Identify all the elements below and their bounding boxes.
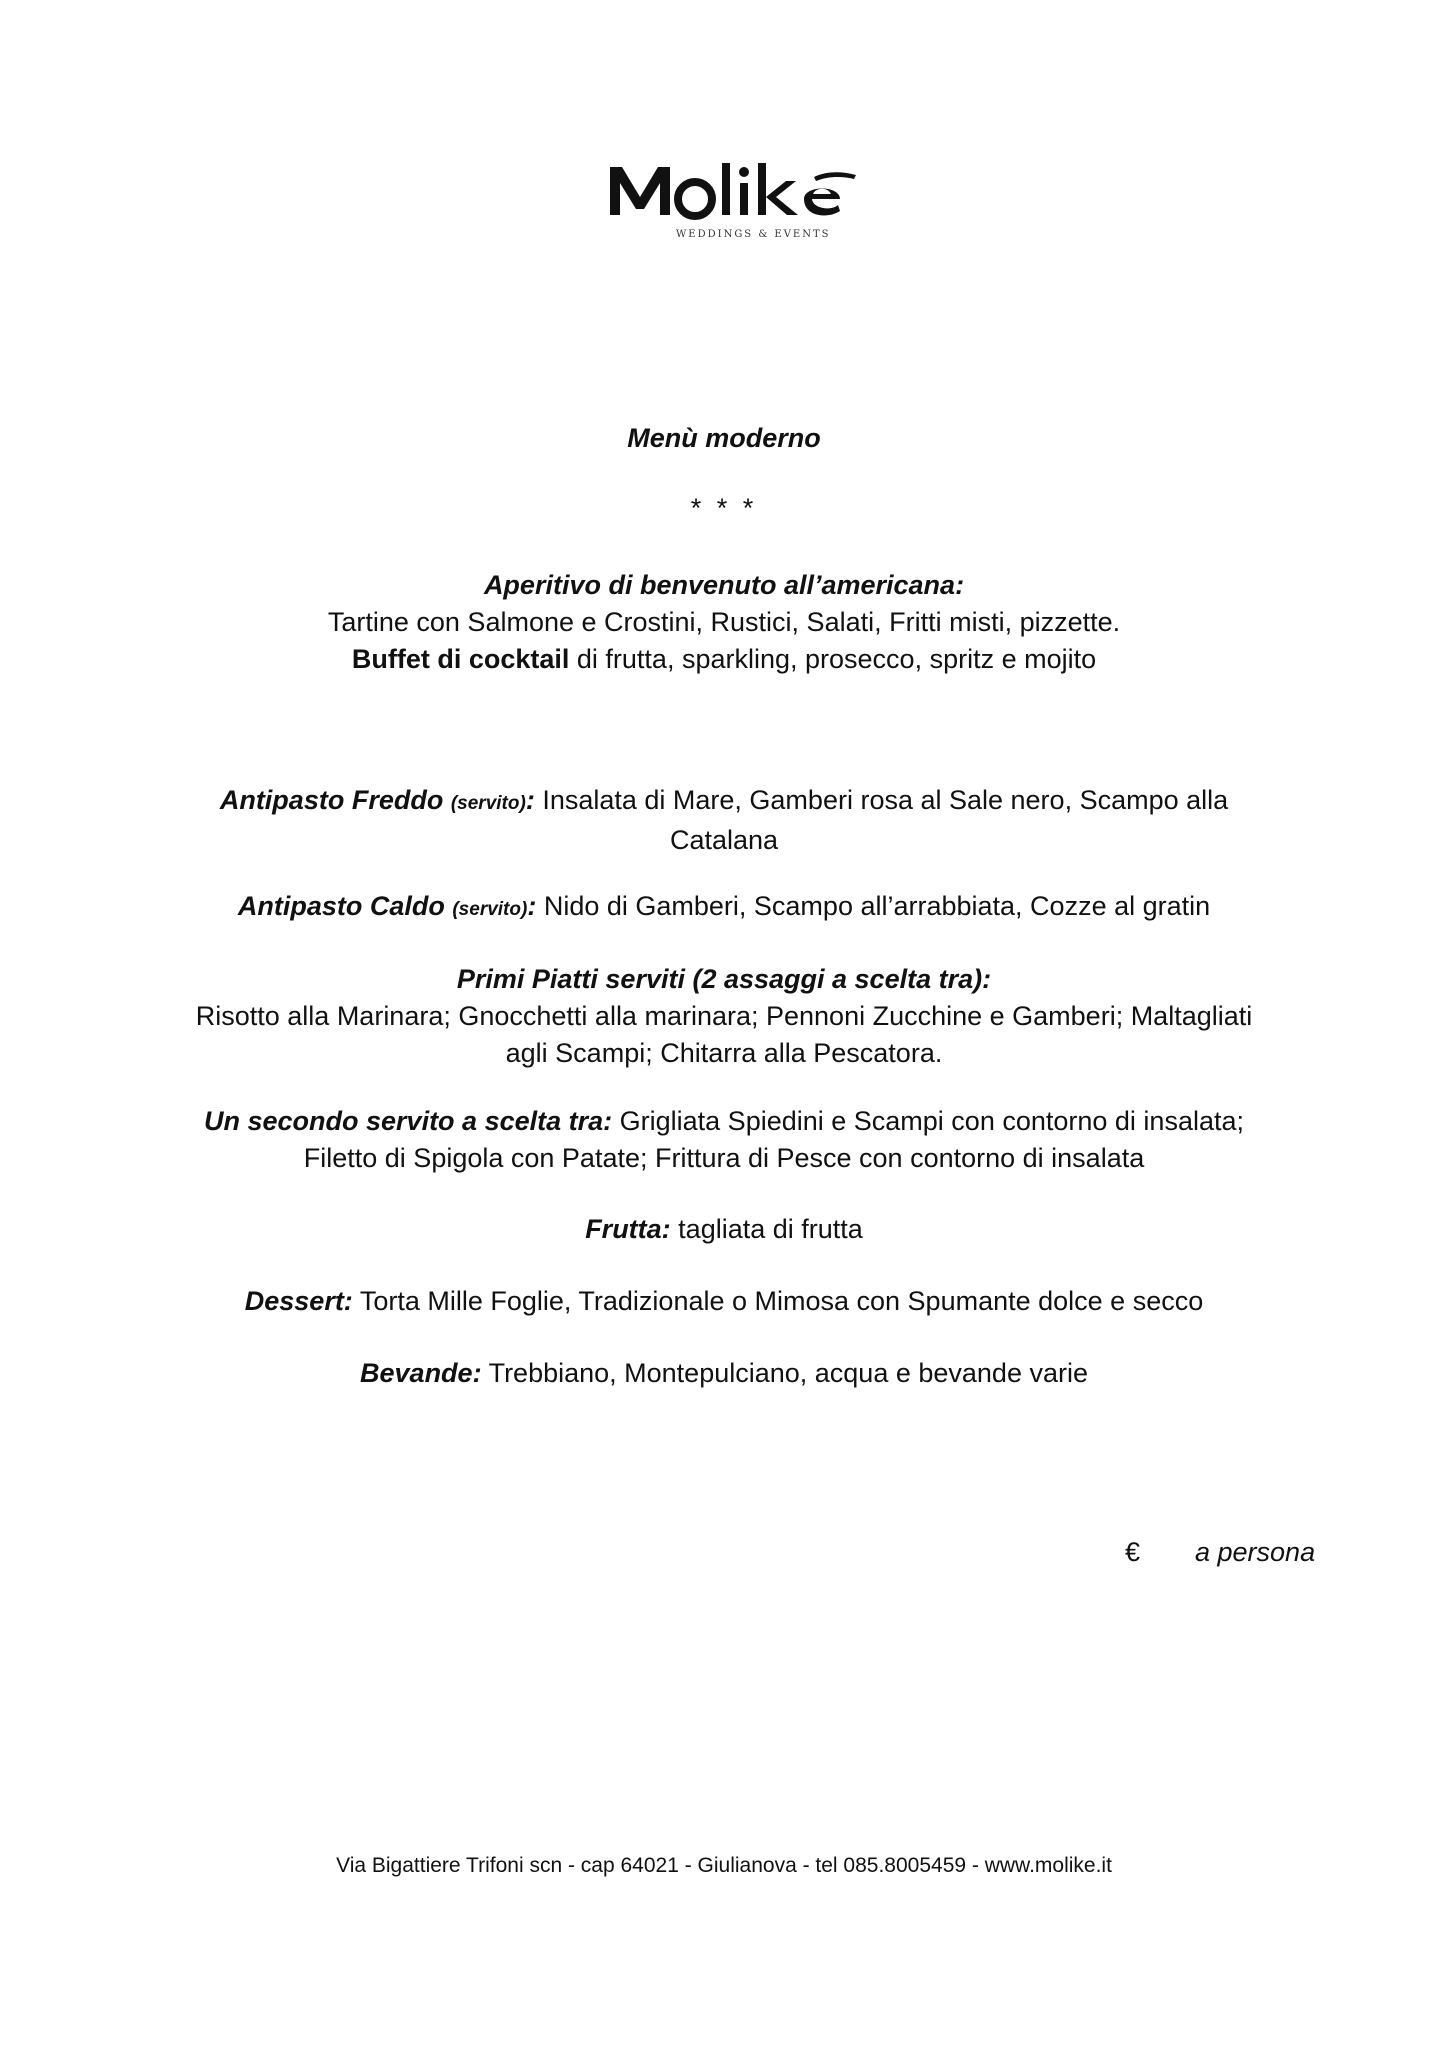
antipasto-freddo-section: [180, 782, 1268, 859]
primi-line1: Risotto alla Marinara; Gnocchetti alla marinara; Pennoni Zucchine e Gamberi; Maltagliati: [195, 1001, 1253, 1031]
bevande-text: Trebbiano, Montepulciano, acqua e bevande varie: [481, 1358, 1088, 1388]
frutta-section: [180, 1211, 1268, 1248]
buffet-line: [180, 641, 1268, 678]
frutta-text: tagliata di frutta: [670, 1214, 863, 1244]
svg-text:WEDDINGS & EVENTS: WEDDINGS & EVENTS: [676, 229, 831, 240]
primi-section: [180, 961, 1268, 1072]
dessert-text: Torta Mille Foglie, Tradizionale o Mimosa con Spumante dolce e secco: [352, 1286, 1204, 1316]
menu-title: Menù moderno: [627, 423, 821, 453]
footer-address: Via Bigattiere Trifoni scn - cap 64021 - Giulianova - tel 085.8005459 - www.molike.it: [336, 1854, 1112, 1877]
currency-symbol: €: [1125, 1537, 1141, 1567]
antipasto-freddo-line2: Catalana: [669, 825, 779, 855]
primi-line2: agli Scampi; Chitarra alla Pescatora.: [505, 1038, 943, 1068]
antipasto-freddo-note: (servito): [450, 793, 526, 814]
aperitivo-section: [180, 567, 1268, 678]
secondo-heading: Un secondo servito a scelta tra:: [204, 1106, 613, 1136]
antipasto-caldo-heading: Antipasto Caldo: [237, 891, 445, 921]
antipasto-caldo-colon: :: [527, 891, 537, 921]
antipasto-caldo-line: [180, 888, 1268, 928]
secondo-section: [180, 1103, 1268, 1177]
antipasto-freddo-heading: Antipasto Freddo: [219, 785, 444, 815]
buffet-text: di frutta, sparkling, prosecco, spritz e mojito: [569, 644, 1097, 674]
antipasto-freddo-colon: :: [525, 785, 535, 815]
antipasto-caldo-section: [180, 888, 1268, 928]
aperitivo-line: Tartine con Salmone e Crostini, Rustici, Salati, Fritti misti, pizzette.: [327, 607, 1121, 637]
dessert-section: [180, 1283, 1268, 1320]
antipasto-caldo-text: Nido di Gamberi, Scampo all’arrabbiata, Cozze al gratin: [536, 891, 1211, 921]
secondo-text: Grigliata Spiedini e Scampi con contorno di insalata;: [612, 1106, 1244, 1136]
antipasto-freddo-line: [180, 782, 1268, 822]
secondo-line1: [180, 1103, 1268, 1140]
primi-heading: Primi Piatti serviti (2 assaggi a scelta tra):: [456, 964, 992, 994]
frutta-heading: Frutta:: [585, 1214, 671, 1244]
dessert-heading: Dessert:: [244, 1286, 353, 1316]
antipasto-caldo-note: (servito): [452, 899, 528, 920]
price-line: [1125, 1534, 1315, 1571]
bevande-section: [180, 1355, 1268, 1392]
per-person-label: a persona: [1195, 1537, 1316, 1567]
antipasto-freddo-text: Insalata di Mare, Gamberi rosa al Sale nero, Scampo alla: [534, 785, 1229, 815]
molike-logo: [600, 145, 880, 245]
separator-stars: * * *: [690, 493, 758, 523]
secondo-line2: Filetto di Spigola con Patate; Frittura di Pesce con contorno di insalata: [303, 1143, 1145, 1173]
bevande-heading: Bevande:: [360, 1358, 482, 1388]
aperitivo-heading: Aperitivo di benvenuto all’americana:: [483, 570, 965, 600]
buffet-label: Buffet di cocktail: [351, 644, 570, 674]
molike-logo-mark: [600, 145, 880, 245]
